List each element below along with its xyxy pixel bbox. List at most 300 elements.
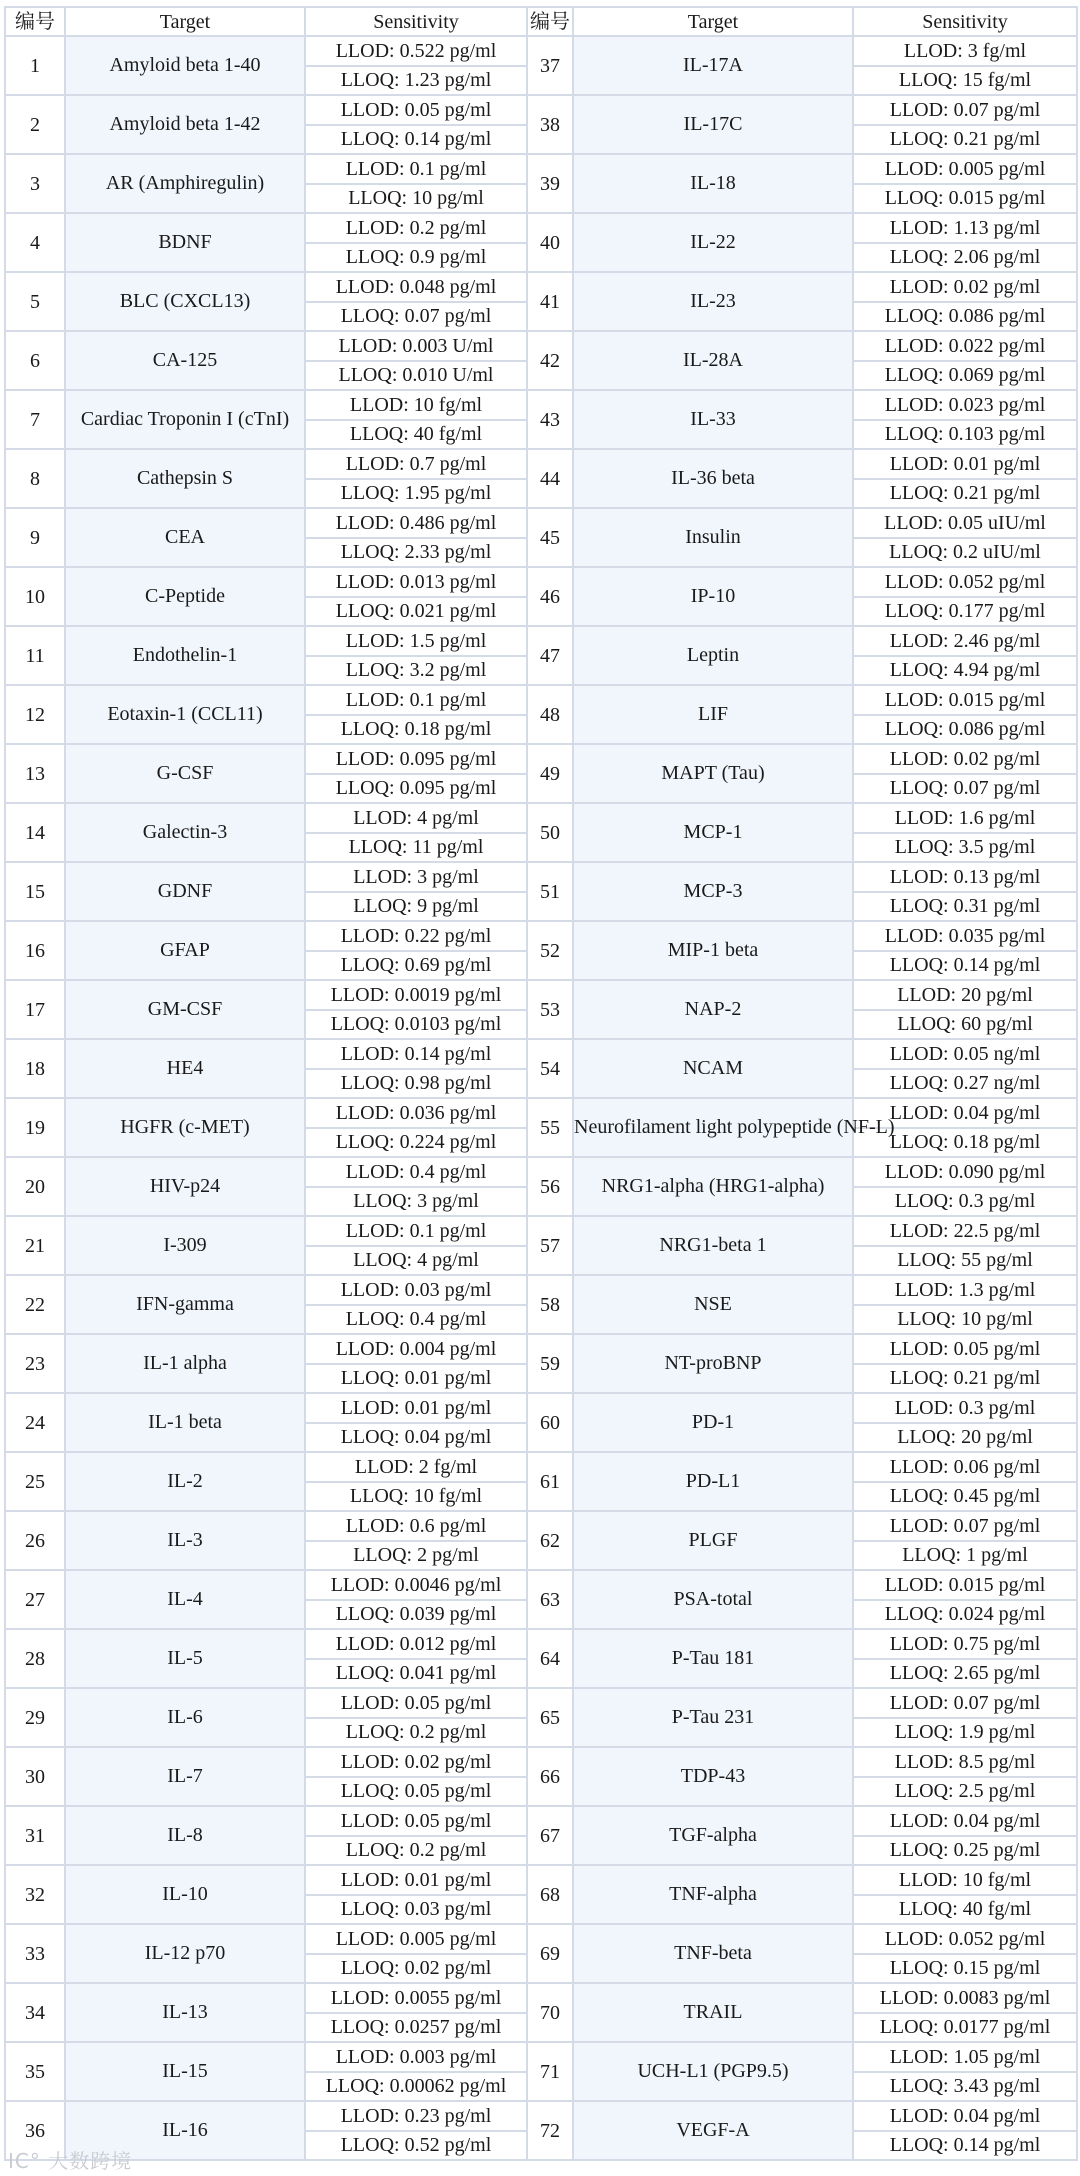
row-loq: LLOQ: 0.27 ng/ml bbox=[853, 1069, 1077, 1099]
row-loq: LLOQ: 0.224 pg/ml bbox=[305, 1128, 527, 1158]
row-target bbox=[65, 1629, 305, 1688]
table-row bbox=[5, 744, 1077, 774]
row-target bbox=[573, 1275, 853, 1334]
row-lod: LLOD: 0.022 pg/ml bbox=[853, 331, 1077, 361]
row-id: 66 bbox=[527, 1747, 573, 1806]
row-id: 52 bbox=[527, 921, 573, 980]
row-id: 68 bbox=[527, 1865, 573, 1924]
row-id: 60 bbox=[527, 1393, 573, 1452]
table-row bbox=[5, 1688, 1077, 1718]
row-loq: LLOQ: 0.086 pg/ml bbox=[853, 715, 1077, 745]
row-lod: LLOD: 0.004 pg/ml bbox=[305, 1334, 527, 1364]
row-lod: LLOD: 0.07 pg/ml bbox=[853, 1688, 1077, 1718]
row-loq: LLOQ: 10 fg/ml bbox=[305, 1482, 527, 1512]
row-target-label: UCH-L1 (PGP9.5) bbox=[637, 2060, 789, 2082]
row-id: 9 bbox=[5, 508, 65, 567]
row-lod: LLOD: 0.04 pg/ml bbox=[853, 1806, 1077, 1836]
row-target-label: Amyloid beta 1-42 bbox=[109, 113, 261, 135]
row-loq: LLOQ: 0.2 pg/ml bbox=[305, 1836, 527, 1866]
row-target-label: IL-13 bbox=[162, 2001, 208, 2023]
row-target-label: IP-10 bbox=[690, 585, 736, 607]
row-loq: LLOQ: 0.01 pg/ml bbox=[305, 1364, 527, 1394]
row-id: 17 bbox=[5, 980, 65, 1039]
row-target-label: IL-33 bbox=[690, 408, 736, 430]
row-lod: LLOD: 2 fg/ml bbox=[305, 1452, 527, 1482]
row-target bbox=[573, 1629, 853, 1688]
row-lod: LLOD: 0.05 pg/ml bbox=[305, 1806, 527, 1836]
row-id: 43 bbox=[527, 390, 573, 449]
row-target-label: LIF bbox=[698, 703, 728, 725]
row-id: 36 bbox=[5, 2101, 65, 2160]
row-target bbox=[65, 36, 305, 95]
row-lod: LLOD: 0.01 pg/ml bbox=[305, 1865, 527, 1895]
row-loq: LLOQ: 0.9 pg/ml bbox=[305, 243, 527, 273]
row-target bbox=[573, 1688, 853, 1747]
row-target-label: G-CSF bbox=[156, 762, 214, 784]
row-id: 37 bbox=[527, 36, 573, 95]
table-row bbox=[5, 213, 1077, 243]
row-target bbox=[573, 272, 853, 331]
table-row bbox=[5, 862, 1077, 892]
row-target-label: Neurofilament light polypeptide (NF-L) bbox=[574, 1116, 895, 1138]
table-row bbox=[5, 1747, 1077, 1777]
row-lod: LLOD: 0.005 pg/ml bbox=[305, 1924, 527, 1954]
row-target-label: IL-1 alpha bbox=[143, 1352, 227, 1374]
row-target bbox=[65, 567, 305, 626]
row-id: 19 bbox=[5, 1098, 65, 1157]
row-loq: LLOQ: 3.43 pg/ml bbox=[853, 2072, 1077, 2102]
row-target bbox=[65, 449, 305, 508]
row-target-label: Cardiac Troponin I (cTnI) bbox=[80, 408, 290, 430]
row-lod: LLOD: 0.07 pg/ml bbox=[853, 95, 1077, 125]
table-row bbox=[5, 95, 1077, 125]
row-id: 34 bbox=[5, 1983, 65, 2042]
row-target bbox=[573, 1452, 853, 1511]
row-loq: LLOQ: 0.0257 pg/ml bbox=[305, 2013, 527, 2043]
row-target-label: IL-36 beta bbox=[671, 467, 755, 489]
row-target bbox=[65, 1511, 305, 1570]
row-target bbox=[65, 390, 305, 449]
row-id: 56 bbox=[527, 1157, 573, 1216]
row-target bbox=[65, 1570, 305, 1629]
row-lod: LLOD: 0.02 pg/ml bbox=[853, 744, 1077, 774]
row-loq: LLOQ: 2.33 pg/ml bbox=[305, 538, 527, 568]
sensitivity-sheet bbox=[4, 6, 1076, 2161]
row-loq: LLOQ: 0.18 pg/ml bbox=[305, 715, 527, 745]
row-target bbox=[65, 1334, 305, 1393]
table-row bbox=[5, 508, 1077, 538]
row-lod: LLOD: 20 pg/ml bbox=[853, 980, 1077, 1010]
row-loq: LLOQ: 40 fg/ml bbox=[305, 420, 527, 450]
row-loq: LLOQ: 2.65 pg/ml bbox=[853, 1659, 1077, 1689]
row-lod: LLOD: 0.23 pg/ml bbox=[305, 2101, 527, 2131]
row-lod: LLOD: 0.090 pg/ml bbox=[853, 1157, 1077, 1187]
row-target-label: MAPT (Tau) bbox=[661, 762, 765, 784]
row-loq: LLOQ: 0.21 pg/ml bbox=[853, 1364, 1077, 1394]
row-id: 10 bbox=[5, 567, 65, 626]
table-body bbox=[5, 36, 1077, 2160]
table-row bbox=[5, 803, 1077, 833]
row-loq: LLOQ: 0.086 pg/ml bbox=[853, 302, 1077, 332]
row-loq: LLOQ: 0.2 uIU/ml bbox=[853, 538, 1077, 568]
row-loq: LLOQ: 60 pg/ml bbox=[853, 1010, 1077, 1040]
row-id: 48 bbox=[527, 685, 573, 744]
row-loq: LLOQ: 0.02 pg/ml bbox=[305, 1954, 527, 1984]
row-loq: LLOQ: 2 pg/ml bbox=[305, 1541, 527, 1571]
row-id: 18 bbox=[5, 1039, 65, 1098]
row-target-label: Eotaxin-1 (CCL11) bbox=[107, 703, 263, 725]
row-loq: LLOQ: 0.21 pg/ml bbox=[853, 479, 1077, 509]
row-target-label: MCP-1 bbox=[683, 821, 743, 843]
row-target bbox=[573, 1924, 853, 1983]
row-target bbox=[573, 2101, 853, 2160]
row-target bbox=[65, 1983, 305, 2042]
row-target-label: GDNF bbox=[157, 880, 213, 902]
row-loq: LLOQ: 0.25 pg/ml bbox=[853, 1836, 1077, 1866]
row-lod: LLOD: 0.015 pg/ml bbox=[853, 685, 1077, 715]
row-loq: LLOQ: 15 fg/ml bbox=[853, 66, 1077, 96]
row-id: 71 bbox=[527, 2042, 573, 2101]
row-loq: LLOQ: 3.5 pg/ml bbox=[853, 833, 1077, 863]
header-id-left: 编号 bbox=[5, 7, 65, 36]
table-row bbox=[5, 449, 1077, 479]
row-lod: LLOD: 0.02 pg/ml bbox=[305, 1747, 527, 1777]
row-id: 55 bbox=[527, 1098, 573, 1157]
row-target-label: MCP-3 bbox=[683, 880, 743, 902]
row-target-label: IL-5 bbox=[167, 1647, 203, 1669]
table-row bbox=[5, 1452, 1077, 1482]
row-lod: LLOD: 0.023 pg/ml bbox=[853, 390, 1077, 420]
row-loq: LLOQ: 1.95 pg/ml bbox=[305, 479, 527, 509]
row-id: 3 bbox=[5, 154, 65, 213]
row-lod: LLOD: 0.05 uIU/ml bbox=[853, 508, 1077, 538]
table-row bbox=[5, 1216, 1077, 1246]
header-target-left: Target bbox=[65, 7, 305, 36]
row-target bbox=[65, 1216, 305, 1275]
row-lod: LLOD: 0.07 pg/ml bbox=[853, 1511, 1077, 1541]
row-target-label: IL-10 bbox=[162, 1883, 208, 1905]
row-target-label: IL-8 bbox=[167, 1824, 203, 1846]
row-id: 61 bbox=[527, 1452, 573, 1511]
table-row bbox=[5, 921, 1077, 951]
row-target-label: CA-125 bbox=[152, 349, 218, 371]
row-loq: LLOQ: 0.21 pg/ml bbox=[853, 125, 1077, 155]
row-loq: LLOQ: 2.06 pg/ml bbox=[853, 243, 1077, 273]
row-id: 27 bbox=[5, 1570, 65, 1629]
row-id: 42 bbox=[527, 331, 573, 390]
row-target-label: HGFR (c-MET) bbox=[120, 1116, 250, 1138]
table-row bbox=[5, 567, 1077, 597]
row-target bbox=[573, 803, 853, 862]
row-target bbox=[573, 390, 853, 449]
header-sensitivity-right: Sensitivity bbox=[853, 7, 1077, 36]
row-target-label: IL-6 bbox=[167, 1706, 203, 1728]
row-id: 20 bbox=[5, 1157, 65, 1216]
row-lod: LLOD: 0.01 pg/ml bbox=[853, 449, 1077, 479]
row-id: 64 bbox=[527, 1629, 573, 1688]
row-id: 59 bbox=[527, 1334, 573, 1393]
row-loq: LLOQ: 1.23 pg/ml bbox=[305, 66, 527, 96]
row-target-label: NAP-2 bbox=[684, 998, 742, 1020]
row-lod: LLOD: 1.05 pg/ml bbox=[853, 2042, 1077, 2072]
row-loq: LLOQ: 0.010 U/ml bbox=[305, 361, 527, 391]
row-lod: LLOD: 0.052 pg/ml bbox=[853, 1924, 1077, 1954]
row-target-label: IL-2 bbox=[167, 1470, 203, 1492]
row-loq: LLOQ: 4.94 pg/ml bbox=[853, 656, 1077, 686]
row-target bbox=[65, 331, 305, 390]
row-loq: LLOQ: 0.00062 pg/ml bbox=[305, 2072, 527, 2102]
row-target-label: IL-22 bbox=[690, 231, 736, 253]
row-target-label: PD-1 bbox=[691, 1411, 735, 1433]
row-lod: LLOD: 10 fg/ml bbox=[853, 1865, 1077, 1895]
row-target bbox=[65, 1452, 305, 1511]
row-target bbox=[573, 508, 853, 567]
row-lod: LLOD: 0.095 pg/ml bbox=[305, 744, 527, 774]
row-id: 29 bbox=[5, 1688, 65, 1747]
table-row bbox=[5, 272, 1077, 302]
row-target bbox=[65, 980, 305, 1039]
row-target bbox=[65, 1688, 305, 1747]
row-id: 46 bbox=[527, 567, 573, 626]
row-id: 8 bbox=[5, 449, 65, 508]
row-lod: LLOD: 0.05 pg/ml bbox=[305, 1688, 527, 1718]
table-row bbox=[5, 1157, 1077, 1187]
row-target-label: NT-proBNP bbox=[664, 1352, 762, 1374]
row-target bbox=[65, 803, 305, 862]
row-loq: LLOQ: 3 pg/ml bbox=[305, 1187, 527, 1217]
row-lod: LLOD: 0.01 pg/ml bbox=[305, 1393, 527, 1423]
row-id: 6 bbox=[5, 331, 65, 390]
row-target bbox=[65, 213, 305, 272]
row-id: 41 bbox=[527, 272, 573, 331]
row-lod: LLOD: 0.003 pg/ml bbox=[305, 2042, 527, 2072]
row-lod: LLOD: 0.05 pg/ml bbox=[305, 95, 527, 125]
row-target bbox=[65, 1039, 305, 1098]
row-target bbox=[573, 685, 853, 744]
row-target bbox=[65, 862, 305, 921]
row-target-label: P-Tau 231 bbox=[671, 1706, 755, 1728]
row-id: 31 bbox=[5, 1806, 65, 1865]
row-target bbox=[65, 154, 305, 213]
row-target-label: AR (Amphiregulin) bbox=[105, 172, 265, 194]
row-loq: LLOQ: 0.4 pg/ml bbox=[305, 1305, 527, 1335]
row-lod: LLOD: 0.14 pg/ml bbox=[305, 1039, 527, 1069]
row-target-label: HIV-p24 bbox=[149, 1175, 221, 1197]
row-lod: LLOD: 0.1 pg/ml bbox=[305, 685, 527, 715]
row-lod: LLOD: 0.522 pg/ml bbox=[305, 36, 527, 66]
row-loq: LLOQ: 0.14 pg/ml bbox=[305, 125, 527, 155]
row-loq: LLOQ: 0.07 pg/ml bbox=[305, 302, 527, 332]
row-target-label: P-Tau 181 bbox=[671, 1647, 755, 1669]
row-target bbox=[573, 626, 853, 685]
row-target-label: IL-1 beta bbox=[148, 1411, 222, 1433]
row-id: 22 bbox=[5, 1275, 65, 1334]
row-id: 7 bbox=[5, 390, 65, 449]
table-row bbox=[5, 1098, 1077, 1128]
row-lod: LLOD: 0.3 pg/ml bbox=[853, 1393, 1077, 1423]
row-loq: LLOQ: 0.52 pg/ml bbox=[305, 2131, 527, 2161]
row-target-label: GFAP bbox=[160, 939, 210, 961]
row-lod: LLOD: 0.13 pg/ml bbox=[853, 862, 1077, 892]
header-sensitivity-left: Sensitivity bbox=[305, 7, 527, 36]
row-target-label: PLGF bbox=[688, 1529, 738, 1551]
row-loq: LLOQ: 0.0177 pg/ml bbox=[853, 2013, 1077, 2043]
row-target bbox=[573, 2042, 853, 2101]
row-target bbox=[573, 567, 853, 626]
row-id: 70 bbox=[527, 1983, 573, 2042]
row-lod: LLOD: 22.5 pg/ml bbox=[853, 1216, 1077, 1246]
row-id: 51 bbox=[527, 862, 573, 921]
row-loq: LLOQ: 1 pg/ml bbox=[853, 1541, 1077, 1571]
row-lod: LLOD: 0.7 pg/ml bbox=[305, 449, 527, 479]
row-loq: LLOQ: 0.14 pg/ml bbox=[853, 2131, 1077, 2161]
row-id: 35 bbox=[5, 2042, 65, 2101]
row-loq: LLOQ: 0.05 pg/ml bbox=[305, 1777, 527, 1807]
row-loq: LLOQ: 0.18 pg/ml bbox=[853, 1128, 1077, 1158]
row-target-label: TDP-43 bbox=[680, 1765, 746, 1787]
row-id: 45 bbox=[527, 508, 573, 567]
row-lod: LLOD: 2.46 pg/ml bbox=[853, 626, 1077, 656]
row-target bbox=[65, 2042, 305, 2101]
row-id: 2 bbox=[5, 95, 65, 154]
watermark-logo: IC° 大数跨境 bbox=[8, 2149, 133, 2173]
row-loq: LLOQ: 0.07 pg/ml bbox=[853, 774, 1077, 804]
row-lod: LLOD: 0.1 pg/ml bbox=[305, 1216, 527, 1246]
table-row bbox=[5, 1393, 1077, 1423]
row-lod: LLOD: 1.6 pg/ml bbox=[853, 803, 1077, 833]
row-lod: LLOD: 0.013 pg/ml bbox=[305, 567, 527, 597]
row-target bbox=[573, 1216, 853, 1275]
row-id: 16 bbox=[5, 921, 65, 980]
row-target bbox=[573, 1098, 895, 1157]
row-id: 15 bbox=[5, 862, 65, 921]
table-row bbox=[5, 626, 1077, 656]
row-loq: LLOQ: 1.9 pg/ml bbox=[853, 1718, 1077, 1748]
row-id: 33 bbox=[5, 1924, 65, 1983]
row-target bbox=[65, 626, 305, 685]
row-lod: LLOD: 1.13 pg/ml bbox=[853, 213, 1077, 243]
row-id: 50 bbox=[527, 803, 573, 862]
row-id: 72 bbox=[527, 2101, 573, 2160]
row-loq: LLOQ: 0.024 pg/ml bbox=[853, 1600, 1077, 1630]
row-loq: LLOQ: 0.14 pg/ml bbox=[853, 951, 1077, 981]
table-row bbox=[5, 1983, 1077, 2013]
row-loq: LLOQ: 0.0103 pg/ml bbox=[305, 1010, 527, 1040]
row-target bbox=[573, 1039, 853, 1098]
row-target-label: IL-4 bbox=[167, 1588, 203, 1610]
row-target bbox=[65, 272, 305, 331]
row-loq: LLOQ: 0.03 pg/ml bbox=[305, 1895, 527, 1925]
row-loq: LLOQ: 2.5 pg/ml bbox=[853, 1777, 1077, 1807]
row-target bbox=[65, 1098, 305, 1157]
table-row bbox=[5, 685, 1077, 715]
row-target bbox=[65, 95, 305, 154]
row-target-label: GM-CSF bbox=[147, 998, 223, 1020]
row-target bbox=[573, 744, 853, 803]
row-id: 40 bbox=[527, 213, 573, 272]
row-lod: LLOD: 0.036 pg/ml bbox=[305, 1098, 527, 1128]
row-loq: LLOQ: 0.069 pg/ml bbox=[853, 361, 1077, 391]
row-target bbox=[573, 862, 853, 921]
row-lod: LLOD: 0.052 pg/ml bbox=[853, 567, 1077, 597]
row-lod: LLOD: 0.22 pg/ml bbox=[305, 921, 527, 951]
row-target bbox=[573, 95, 853, 154]
row-id: 54 bbox=[527, 1039, 573, 1098]
row-target-label: Amyloid beta 1-40 bbox=[109, 54, 261, 76]
header-id-right: 编号 bbox=[527, 7, 573, 36]
table-row bbox=[5, 390, 1077, 420]
row-target bbox=[65, 744, 305, 803]
row-id: 49 bbox=[527, 744, 573, 803]
row-target-label: TNF-beta bbox=[674, 1942, 752, 1964]
row-loq: LLOQ: 0.041 pg/ml bbox=[305, 1659, 527, 1689]
row-target bbox=[65, 1924, 305, 1983]
row-lod: LLOD: 0.05 pg/ml bbox=[853, 1334, 1077, 1364]
table-row bbox=[5, 1806, 1077, 1836]
row-target-label: IL-28A bbox=[683, 349, 743, 371]
row-lod: LLOD: 0.06 pg/ml bbox=[853, 1452, 1077, 1482]
table-row bbox=[5, 1334, 1077, 1364]
row-target-label: IL-18 bbox=[690, 172, 736, 194]
row-target bbox=[573, 1393, 853, 1452]
row-id: 13 bbox=[5, 744, 65, 803]
row-loq: LLOQ: 0.15 pg/ml bbox=[853, 1954, 1077, 1984]
row-target-label: BDNF bbox=[158, 231, 212, 253]
row-target-label: IL-23 bbox=[690, 290, 736, 312]
row-target-label: IL-15 bbox=[162, 2060, 208, 2082]
row-loq: LLOQ: 10 pg/ml bbox=[305, 184, 527, 214]
row-loq: LLOQ: 0.69 pg/ml bbox=[305, 951, 527, 981]
row-lod: LLOD: 0.75 pg/ml bbox=[853, 1629, 1077, 1659]
row-id: 53 bbox=[527, 980, 573, 1039]
row-lod: LLOD: 0.0019 pg/ml bbox=[305, 980, 527, 1010]
row-lod: LLOD: 0.015 pg/ml bbox=[853, 1570, 1077, 1600]
row-id: 58 bbox=[527, 1275, 573, 1334]
table-row bbox=[5, 1865, 1077, 1895]
row-id: 39 bbox=[527, 154, 573, 213]
row-id: 57 bbox=[527, 1216, 573, 1275]
table-row bbox=[5, 154, 1077, 184]
row-target-label: PD-L1 bbox=[685, 1470, 741, 1492]
table-row bbox=[5, 2042, 1077, 2072]
row-lod: LLOD: 1.3 pg/ml bbox=[853, 1275, 1077, 1305]
row-target bbox=[573, 921, 853, 980]
row-target-label: NRG1-beta 1 bbox=[659, 1234, 767, 1256]
table-row bbox=[5, 1629, 1077, 1659]
row-lod: LLOD: 0.04 pg/ml bbox=[853, 1098, 1077, 1128]
row-id: 1 bbox=[5, 36, 65, 95]
row-target-label: VEGF-A bbox=[676, 2119, 750, 2141]
row-loq: LLOQ: 0.039 pg/ml bbox=[305, 1600, 527, 1630]
row-target-label: I-309 bbox=[163, 1234, 207, 1256]
row-loq: LLOQ: 11 pg/ml bbox=[305, 833, 527, 863]
row-id: 63 bbox=[527, 1570, 573, 1629]
row-loq: LLOQ: 10 pg/ml bbox=[853, 1305, 1077, 1335]
row-id: 32 bbox=[5, 1865, 65, 1924]
row-id: 69 bbox=[527, 1924, 573, 1983]
row-loq: LLOQ: 0.021 pg/ml bbox=[305, 597, 527, 627]
row-target bbox=[65, 921, 305, 980]
row-target-label: IL-16 bbox=[162, 2119, 208, 2141]
row-loq: LLOQ: 0.015 pg/ml bbox=[853, 184, 1077, 214]
row-loq: LLOQ: 0.095 pg/ml bbox=[305, 774, 527, 804]
row-target-label: Leptin bbox=[686, 644, 740, 666]
row-id: 11 bbox=[5, 626, 65, 685]
row-target-label: CEA bbox=[165, 526, 205, 548]
row-id: 28 bbox=[5, 1629, 65, 1688]
row-target bbox=[573, 980, 853, 1039]
table-row bbox=[5, 1570, 1077, 1600]
